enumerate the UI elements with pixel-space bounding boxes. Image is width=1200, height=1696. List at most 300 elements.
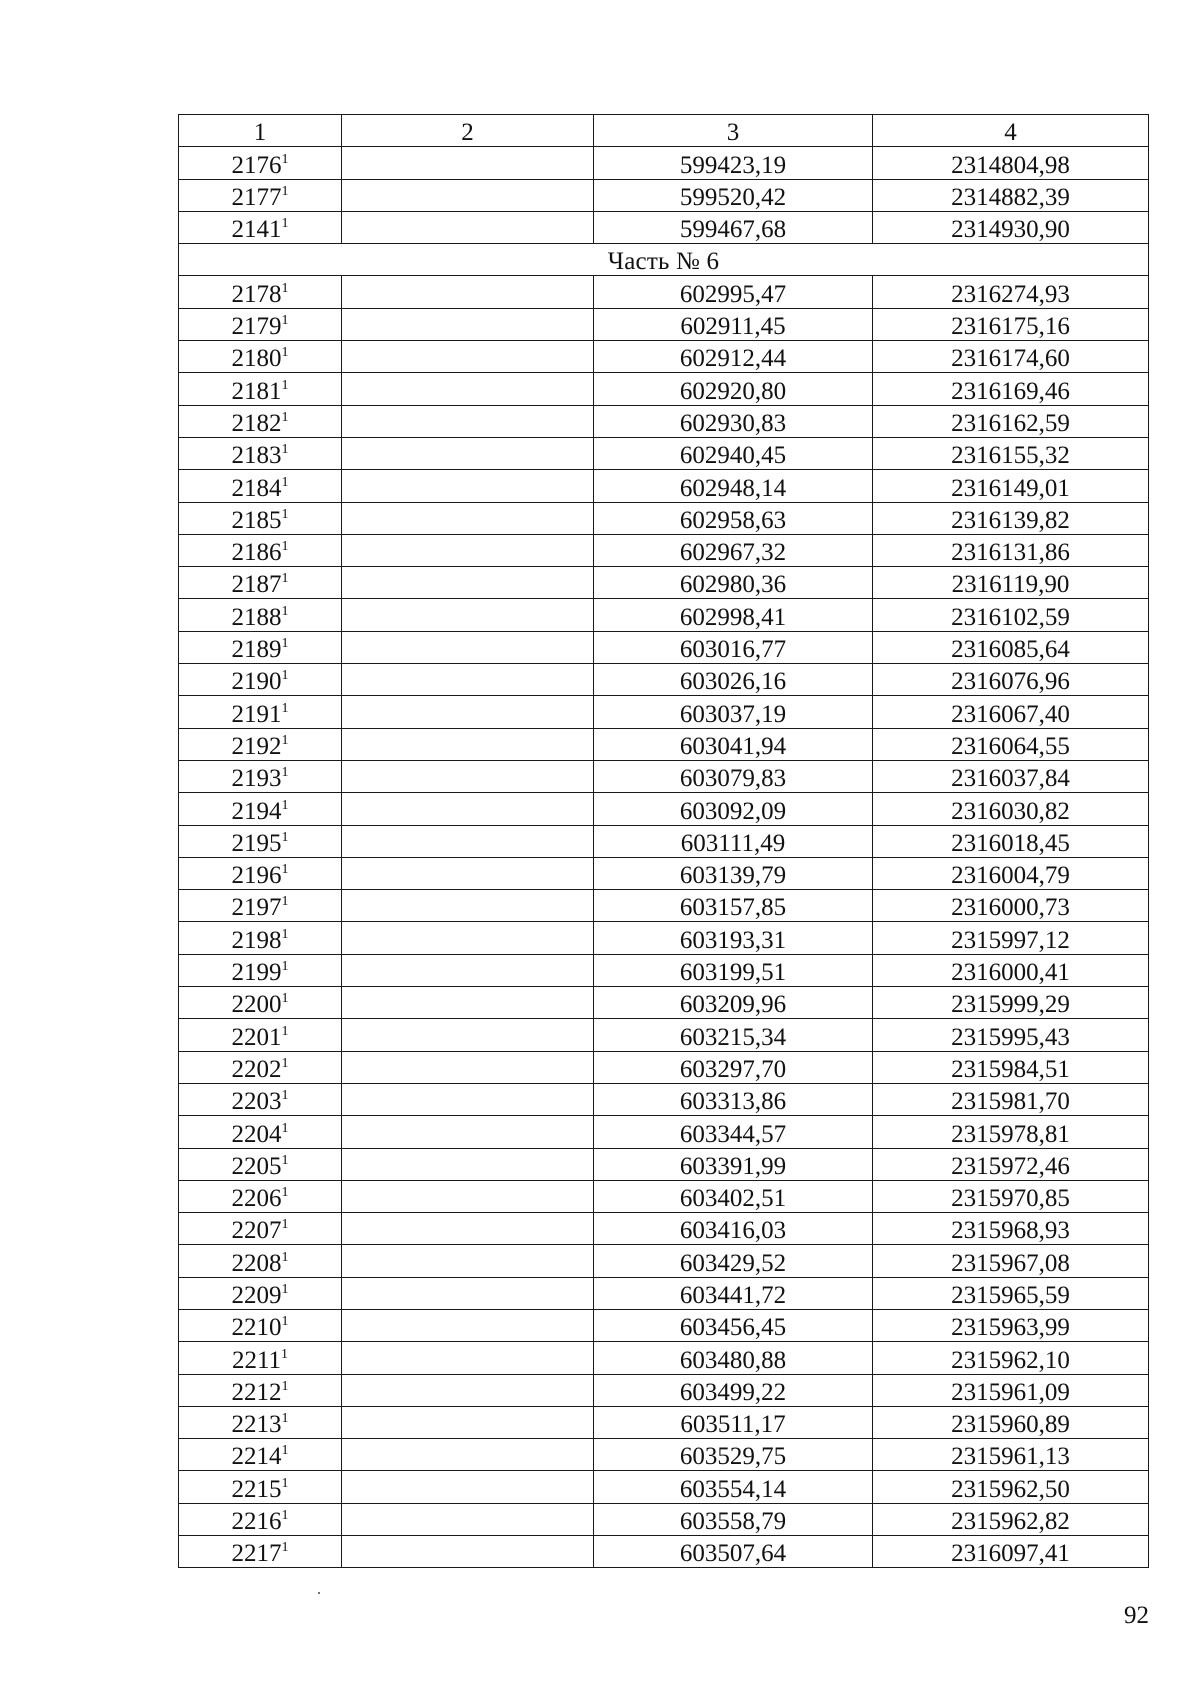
point-number-superscript: 1	[281, 280, 289, 296]
point-number-cell	[179, 1019, 342, 1051]
point-number-cell	[179, 1439, 342, 1471]
table-row	[179, 954, 1149, 986]
page-number: 92	[1124, 1602, 1149, 1629]
x-coordinate-cell: 602920,80	[594, 373, 873, 405]
x-coordinate-cell: 602998,41	[594, 599, 873, 631]
point-number-superscript: 1	[281, 409, 289, 425]
y-coordinate-cell: 2315960,89	[873, 1406, 1149, 1438]
point-number-cell	[179, 1245, 342, 1277]
y-coordinate-cell: 2316139,82	[873, 502, 1149, 534]
x-coordinate-cell: 603511,17	[594, 1406, 873, 1438]
point-number: 2192	[231, 732, 282, 760]
point-number: 2209	[231, 1281, 282, 1309]
point-number-superscript: 1	[281, 1055, 289, 1071]
table-row	[179, 599, 1149, 631]
table-row	[179, 1374, 1149, 1406]
column-2-cell	[342, 987, 594, 1019]
column-2-cell	[342, 857, 594, 889]
y-coordinate-cell: 2316064,55	[873, 728, 1149, 760]
point-number-cell	[179, 954, 342, 986]
point-number-superscript: 1	[281, 151, 289, 167]
column-2-cell	[342, 1245, 594, 1277]
y-coordinate-cell: 2316030,82	[873, 793, 1149, 825]
point-number: 2201	[231, 1023, 282, 1051]
point-number-superscript: 1	[281, 1281, 289, 1297]
point-number: 2197	[231, 894, 282, 922]
point-number: 2141	[231, 216, 282, 244]
x-coordinate-cell: 603416,03	[594, 1213, 873, 1245]
point-number-cell	[179, 1213, 342, 1245]
y-coordinate-cell: 2315978,81	[873, 1116, 1149, 1148]
column-2-cell	[342, 1116, 594, 1148]
column-2-cell	[342, 1536, 594, 1568]
table-row	[179, 1116, 1149, 1148]
column-2-cell	[342, 1439, 594, 1471]
x-coordinate-cell: 603209,96	[594, 987, 873, 1019]
point-number-superscript: 1	[281, 1378, 289, 1394]
point-number-superscript: 1	[281, 1088, 289, 1104]
x-coordinate-cell: 602912,44	[594, 341, 873, 373]
column-2-cell	[342, 793, 594, 825]
point-number-cell	[179, 1406, 342, 1438]
table-row	[179, 825, 1149, 857]
table-row	[179, 728, 1149, 760]
point-number-superscript: 1	[281, 442, 289, 458]
point-number-superscript: 1	[281, 1540, 289, 1556]
x-coordinate-cell: 602958,63	[594, 502, 873, 534]
table-row	[179, 631, 1149, 663]
point-number-cell	[179, 728, 342, 760]
column-2-cell	[342, 954, 594, 986]
table-row	[179, 567, 1149, 599]
column-2-cell	[342, 470, 594, 502]
y-coordinate-cell: 2316000,41	[873, 954, 1149, 986]
x-coordinate-cell: 599520,42	[594, 179, 873, 211]
x-coordinate-cell: 603193,31	[594, 922, 873, 954]
table-row	[179, 405, 1149, 437]
column-2-cell	[342, 728, 594, 760]
point-number-superscript: 1	[281, 539, 289, 555]
point-number: 2185	[231, 506, 282, 534]
point-number: 2206	[231, 1185, 282, 1213]
point-number: 2213	[231, 1411, 282, 1439]
y-coordinate-cell: 2315961,09	[873, 1374, 1149, 1406]
column-2-cell	[342, 276, 594, 308]
table-row	[179, 147, 1149, 179]
point-number-superscript: 1	[281, 345, 289, 361]
y-coordinate-cell: 2316274,93	[873, 276, 1149, 308]
x-coordinate-cell: 602995,47	[594, 276, 873, 308]
y-coordinate-cell: 2316000,73	[873, 890, 1149, 922]
point-number-superscript: 1	[281, 797, 289, 813]
point-number: 2178	[231, 280, 282, 308]
column-2-cell	[342, 1083, 594, 1115]
y-coordinate-cell: 2315962,82	[873, 1503, 1149, 1535]
x-coordinate-cell: 603313,86	[594, 1083, 873, 1115]
column-2-cell	[342, 664, 594, 696]
point-number-superscript: 1	[281, 991, 289, 1007]
column-2-cell	[342, 534, 594, 566]
point-number-superscript: 1	[281, 571, 289, 587]
point-number-superscript: 1	[281, 603, 289, 619]
point-number-cell	[179, 760, 342, 792]
point-number: 2200	[231, 991, 282, 1019]
point-number-superscript: 1	[281, 862, 289, 878]
column-2-cell	[342, 599, 594, 631]
table-row	[179, 1019, 1149, 1051]
point-number-cell	[179, 1374, 342, 1406]
x-coordinate-cell: 603041,94	[594, 728, 873, 760]
x-coordinate-cell: 602911,45	[594, 308, 873, 340]
point-number-cell	[179, 276, 342, 308]
column-2-cell	[342, 308, 594, 340]
point-number: 2208	[231, 1249, 282, 1277]
point-number: 2182	[231, 409, 282, 437]
table-row	[179, 857, 1149, 889]
table-row	[179, 276, 1149, 308]
column-header-4: 4	[873, 115, 1149, 147]
y-coordinate-cell: 2315970,85	[873, 1180, 1149, 1212]
point-number-superscript: 1	[281, 1346, 289, 1362]
y-coordinate-cell: 2315967,08	[873, 1245, 1149, 1277]
x-coordinate-cell: 603554,14	[594, 1471, 873, 1503]
part-heading: Часть № 6	[179, 244, 1149, 276]
x-coordinate-cell: 603092,09	[594, 793, 873, 825]
y-coordinate-cell: 2315995,43	[873, 1019, 1149, 1051]
column-2-cell	[342, 696, 594, 728]
column-2-cell	[342, 922, 594, 954]
table-row	[179, 1536, 1149, 1568]
point-number: 2177	[231, 183, 282, 211]
table-row	[179, 1309, 1149, 1341]
point-number: 2180	[231, 345, 282, 373]
point-number-cell	[179, 341, 342, 373]
y-coordinate-cell: 2315981,70	[873, 1083, 1149, 1115]
x-coordinate-cell: 602930,83	[594, 405, 873, 437]
table-row	[179, 1342, 1149, 1374]
y-coordinate-cell: 2315999,29	[873, 987, 1149, 1019]
coordinates-table	[178, 114, 1149, 1568]
table-row	[179, 373, 1149, 405]
x-coordinate-cell: 603529,75	[594, 1439, 873, 1471]
point-number-superscript: 1	[281, 1314, 289, 1330]
point-number-superscript: 1	[281, 1152, 289, 1168]
y-coordinate-cell: 2316119,90	[873, 567, 1149, 599]
x-coordinate-cell: 602948,14	[594, 470, 873, 502]
table-row	[179, 1083, 1149, 1115]
column-2-cell	[342, 1374, 594, 1406]
y-coordinate-cell: 2314882,39	[873, 179, 1149, 211]
point-number-superscript: 1	[281, 1249, 289, 1265]
point-number-cell	[179, 179, 342, 211]
point-number: 2188	[231, 603, 282, 631]
point-number-cell	[179, 922, 342, 954]
y-coordinate-cell: 2316162,59	[873, 405, 1149, 437]
point-number: 2216	[231, 1508, 282, 1536]
column-2-cell	[342, 373, 594, 405]
table-row	[179, 1180, 1149, 1212]
y-coordinate-cell: 2316067,40	[873, 696, 1149, 728]
point-number-cell	[179, 696, 342, 728]
table-row	[179, 1406, 1149, 1438]
table-row	[179, 211, 1149, 243]
column-2-cell	[342, 1503, 594, 1535]
point-number: 2187	[231, 571, 282, 599]
point-number: 2210	[231, 1314, 282, 1342]
coordinates-table-body	[179, 115, 1149, 1568]
point-number: 2217	[231, 1540, 282, 1568]
part-heading-row	[179, 244, 1149, 276]
point-number: 2198	[231, 926, 282, 954]
y-coordinate-cell: 2315972,46	[873, 1148, 1149, 1180]
table-row	[179, 1503, 1149, 1535]
x-coordinate-cell: 603499,22	[594, 1374, 873, 1406]
point-number-superscript: 1	[281, 636, 289, 652]
point-number-superscript: 1	[281, 894, 289, 910]
point-number-cell	[179, 825, 342, 857]
y-coordinate-cell: 2315984,51	[873, 1051, 1149, 1083]
point-number: 2189	[231, 636, 282, 664]
y-coordinate-cell: 2315965,59	[873, 1277, 1149, 1309]
point-number: 2195	[231, 829, 282, 857]
column-2-cell	[342, 825, 594, 857]
column-2-cell	[342, 1213, 594, 1245]
point-number-superscript: 1	[281, 1023, 289, 1039]
point-number-cell	[179, 1342, 342, 1374]
y-coordinate-cell: 2316155,32	[873, 437, 1149, 469]
point-number-cell	[179, 664, 342, 696]
column-2-cell	[342, 211, 594, 243]
column-2-cell	[342, 567, 594, 599]
column-2-cell	[342, 1051, 594, 1083]
column-2-cell	[342, 1471, 594, 1503]
point-number: 2199	[231, 959, 282, 987]
point-number: 2179	[231, 313, 282, 341]
point-number-cell	[179, 567, 342, 599]
y-coordinate-cell: 2315963,99	[873, 1309, 1149, 1341]
table-row	[179, 1439, 1149, 1471]
x-coordinate-cell: 599467,68	[594, 211, 873, 243]
point-number-superscript: 1	[281, 1120, 289, 1136]
column-2-cell	[342, 1406, 594, 1438]
x-coordinate-cell: 603507,64	[594, 1536, 873, 1568]
point-number: 2190	[231, 668, 282, 696]
x-coordinate-cell: 603558,79	[594, 1503, 873, 1535]
point-number-cell	[179, 1471, 342, 1503]
point-number-cell	[179, 534, 342, 566]
column-2-cell	[342, 502, 594, 534]
y-coordinate-cell: 2314930,90	[873, 211, 1149, 243]
y-coordinate-cell: 2316175,16	[873, 308, 1149, 340]
point-number-cell	[179, 405, 342, 437]
x-coordinate-cell: 603402,51	[594, 1180, 873, 1212]
y-coordinate-cell: 2316018,45	[873, 825, 1149, 857]
table-row	[179, 1471, 1149, 1503]
column-2-cell	[342, 1180, 594, 1212]
x-coordinate-cell: 603037,19	[594, 696, 873, 728]
table-row	[179, 793, 1149, 825]
point-number: 2184	[231, 474, 282, 502]
point-number-cell	[179, 1116, 342, 1148]
x-coordinate-cell: 603456,45	[594, 1309, 873, 1341]
table-row	[179, 1051, 1149, 1083]
point-number-cell	[179, 1309, 342, 1341]
point-number-superscript: 1	[281, 474, 289, 490]
point-number-superscript: 1	[281, 313, 289, 329]
x-coordinate-cell: 603139,79	[594, 857, 873, 889]
point-number-superscript: 1	[281, 1475, 289, 1491]
column-2-cell	[342, 890, 594, 922]
x-coordinate-cell: 603297,70	[594, 1051, 873, 1083]
table-row	[179, 308, 1149, 340]
table-row	[179, 179, 1149, 211]
y-coordinate-cell: 2316097,41	[873, 1536, 1149, 1568]
table-row	[179, 987, 1149, 1019]
column-2-cell	[342, 341, 594, 373]
point-number: 2202	[231, 1055, 282, 1083]
table-row	[179, 890, 1149, 922]
column-header-3: 3	[594, 115, 873, 147]
table-header-row	[179, 115, 1149, 147]
column-2-cell	[342, 1277, 594, 1309]
column-header-1: 1	[179, 115, 342, 147]
point-number: 2183	[231, 442, 282, 470]
point-number-cell	[179, 890, 342, 922]
point-number: 2207	[231, 1217, 282, 1245]
point-number-cell	[179, 987, 342, 1019]
point-number-cell	[179, 437, 342, 469]
column-2-cell	[342, 1148, 594, 1180]
column-2-cell	[342, 1019, 594, 1051]
scan-speck	[318, 1592, 320, 1594]
x-coordinate-cell: 603391,99	[594, 1148, 873, 1180]
y-coordinate-cell: 2316149,01	[873, 470, 1149, 502]
x-coordinate-cell: 603157,85	[594, 890, 873, 922]
point-number: 2176	[231, 151, 282, 179]
point-number: 2214	[231, 1443, 282, 1471]
point-number-cell	[179, 308, 342, 340]
column-2-cell	[342, 437, 594, 469]
column-2-cell	[342, 1342, 594, 1374]
table-row	[179, 696, 1149, 728]
point-number-cell	[179, 599, 342, 631]
y-coordinate-cell: 2316037,84	[873, 760, 1149, 792]
column-header-2: 2	[342, 115, 594, 147]
x-coordinate-cell: 603199,51	[594, 954, 873, 986]
y-coordinate-cell: 2316131,86	[873, 534, 1149, 566]
point-number: 2203	[231, 1088, 282, 1116]
point-number-superscript: 1	[281, 959, 289, 975]
point-number-superscript: 1	[281, 829, 289, 845]
y-coordinate-cell: 2315962,10	[873, 1342, 1149, 1374]
column-2-cell	[342, 405, 594, 437]
x-coordinate-cell: 603079,83	[594, 760, 873, 792]
point-number: 2194	[231, 797, 282, 825]
table-row	[179, 1277, 1149, 1309]
point-number-superscript: 1	[281, 1443, 289, 1459]
point-number-superscript: 1	[281, 1411, 289, 1427]
y-coordinate-cell: 2316102,59	[873, 599, 1149, 631]
point-number: 2193	[231, 765, 282, 793]
point-number-cell	[179, 857, 342, 889]
table-row	[179, 502, 1149, 534]
y-coordinate-cell: 2316174,60	[873, 341, 1149, 373]
column-2-cell	[342, 1309, 594, 1341]
point-number-cell	[179, 147, 342, 179]
point-number-cell	[179, 502, 342, 534]
x-coordinate-cell: 602940,45	[594, 437, 873, 469]
point-number: 2215	[231, 1475, 282, 1503]
x-coordinate-cell: 603441,72	[594, 1277, 873, 1309]
point-number-superscript: 1	[281, 1185, 289, 1201]
point-number-superscript: 1	[281, 506, 289, 522]
point-number-cell	[179, 793, 342, 825]
point-number: 2181	[231, 377, 282, 405]
x-coordinate-cell: 603344,57	[594, 1116, 873, 1148]
point-number-cell	[179, 470, 342, 502]
table-row	[179, 534, 1149, 566]
y-coordinate-cell: 2315961,13	[873, 1439, 1149, 1471]
point-number-superscript: 1	[281, 1217, 289, 1233]
y-coordinate-cell: 2316169,46	[873, 373, 1149, 405]
point-number: 2186	[231, 539, 282, 567]
x-coordinate-cell: 602980,36	[594, 567, 873, 599]
y-coordinate-cell: 2315968,93	[873, 1213, 1149, 1245]
y-coordinate-cell: 2316085,64	[873, 631, 1149, 663]
table-row	[179, 341, 1149, 373]
point-number: 2196	[231, 862, 282, 890]
table-row	[179, 1245, 1149, 1277]
table-row	[179, 922, 1149, 954]
point-number-cell	[179, 1277, 342, 1309]
y-coordinate-cell: 2316076,96	[873, 664, 1149, 696]
point-number-cell	[179, 1180, 342, 1212]
table-row	[179, 1148, 1149, 1180]
column-2-cell	[342, 631, 594, 663]
column-2-cell	[342, 760, 594, 792]
point-number-superscript: 1	[281, 668, 289, 684]
point-number: 2211	[231, 1346, 282, 1374]
point-number-superscript: 1	[281, 1508, 289, 1524]
point-number: 2204	[231, 1120, 282, 1148]
y-coordinate-cell: 2315962,50	[873, 1471, 1149, 1503]
point-number-superscript: 1	[281, 377, 289, 393]
x-coordinate-cell: 603026,16	[594, 664, 873, 696]
x-coordinate-cell: 603016,77	[594, 631, 873, 663]
point-number-cell	[179, 631, 342, 663]
x-coordinate-cell: 599423,19	[594, 147, 873, 179]
point-number-cell	[179, 1148, 342, 1180]
point-number-cell	[179, 1503, 342, 1535]
point-number-superscript: 1	[281, 765, 289, 781]
x-coordinate-cell: 603215,34	[594, 1019, 873, 1051]
table-row	[179, 437, 1149, 469]
x-coordinate-cell: 602967,32	[594, 534, 873, 566]
table-row	[179, 470, 1149, 502]
x-coordinate-cell: 603429,52	[594, 1245, 873, 1277]
x-coordinate-cell: 603111,49	[594, 825, 873, 857]
point-number: 2191	[231, 700, 282, 728]
point-number-superscript: 1	[281, 216, 289, 232]
point-number-cell	[179, 211, 342, 243]
y-coordinate-cell: 2314804,98	[873, 147, 1149, 179]
point-number-cell	[179, 1083, 342, 1115]
point-number-cell	[179, 1536, 342, 1568]
column-2-cell	[342, 179, 594, 211]
column-2-cell	[342, 147, 594, 179]
point-number-superscript: 1	[281, 732, 289, 748]
point-number-superscript: 1	[281, 926, 289, 942]
